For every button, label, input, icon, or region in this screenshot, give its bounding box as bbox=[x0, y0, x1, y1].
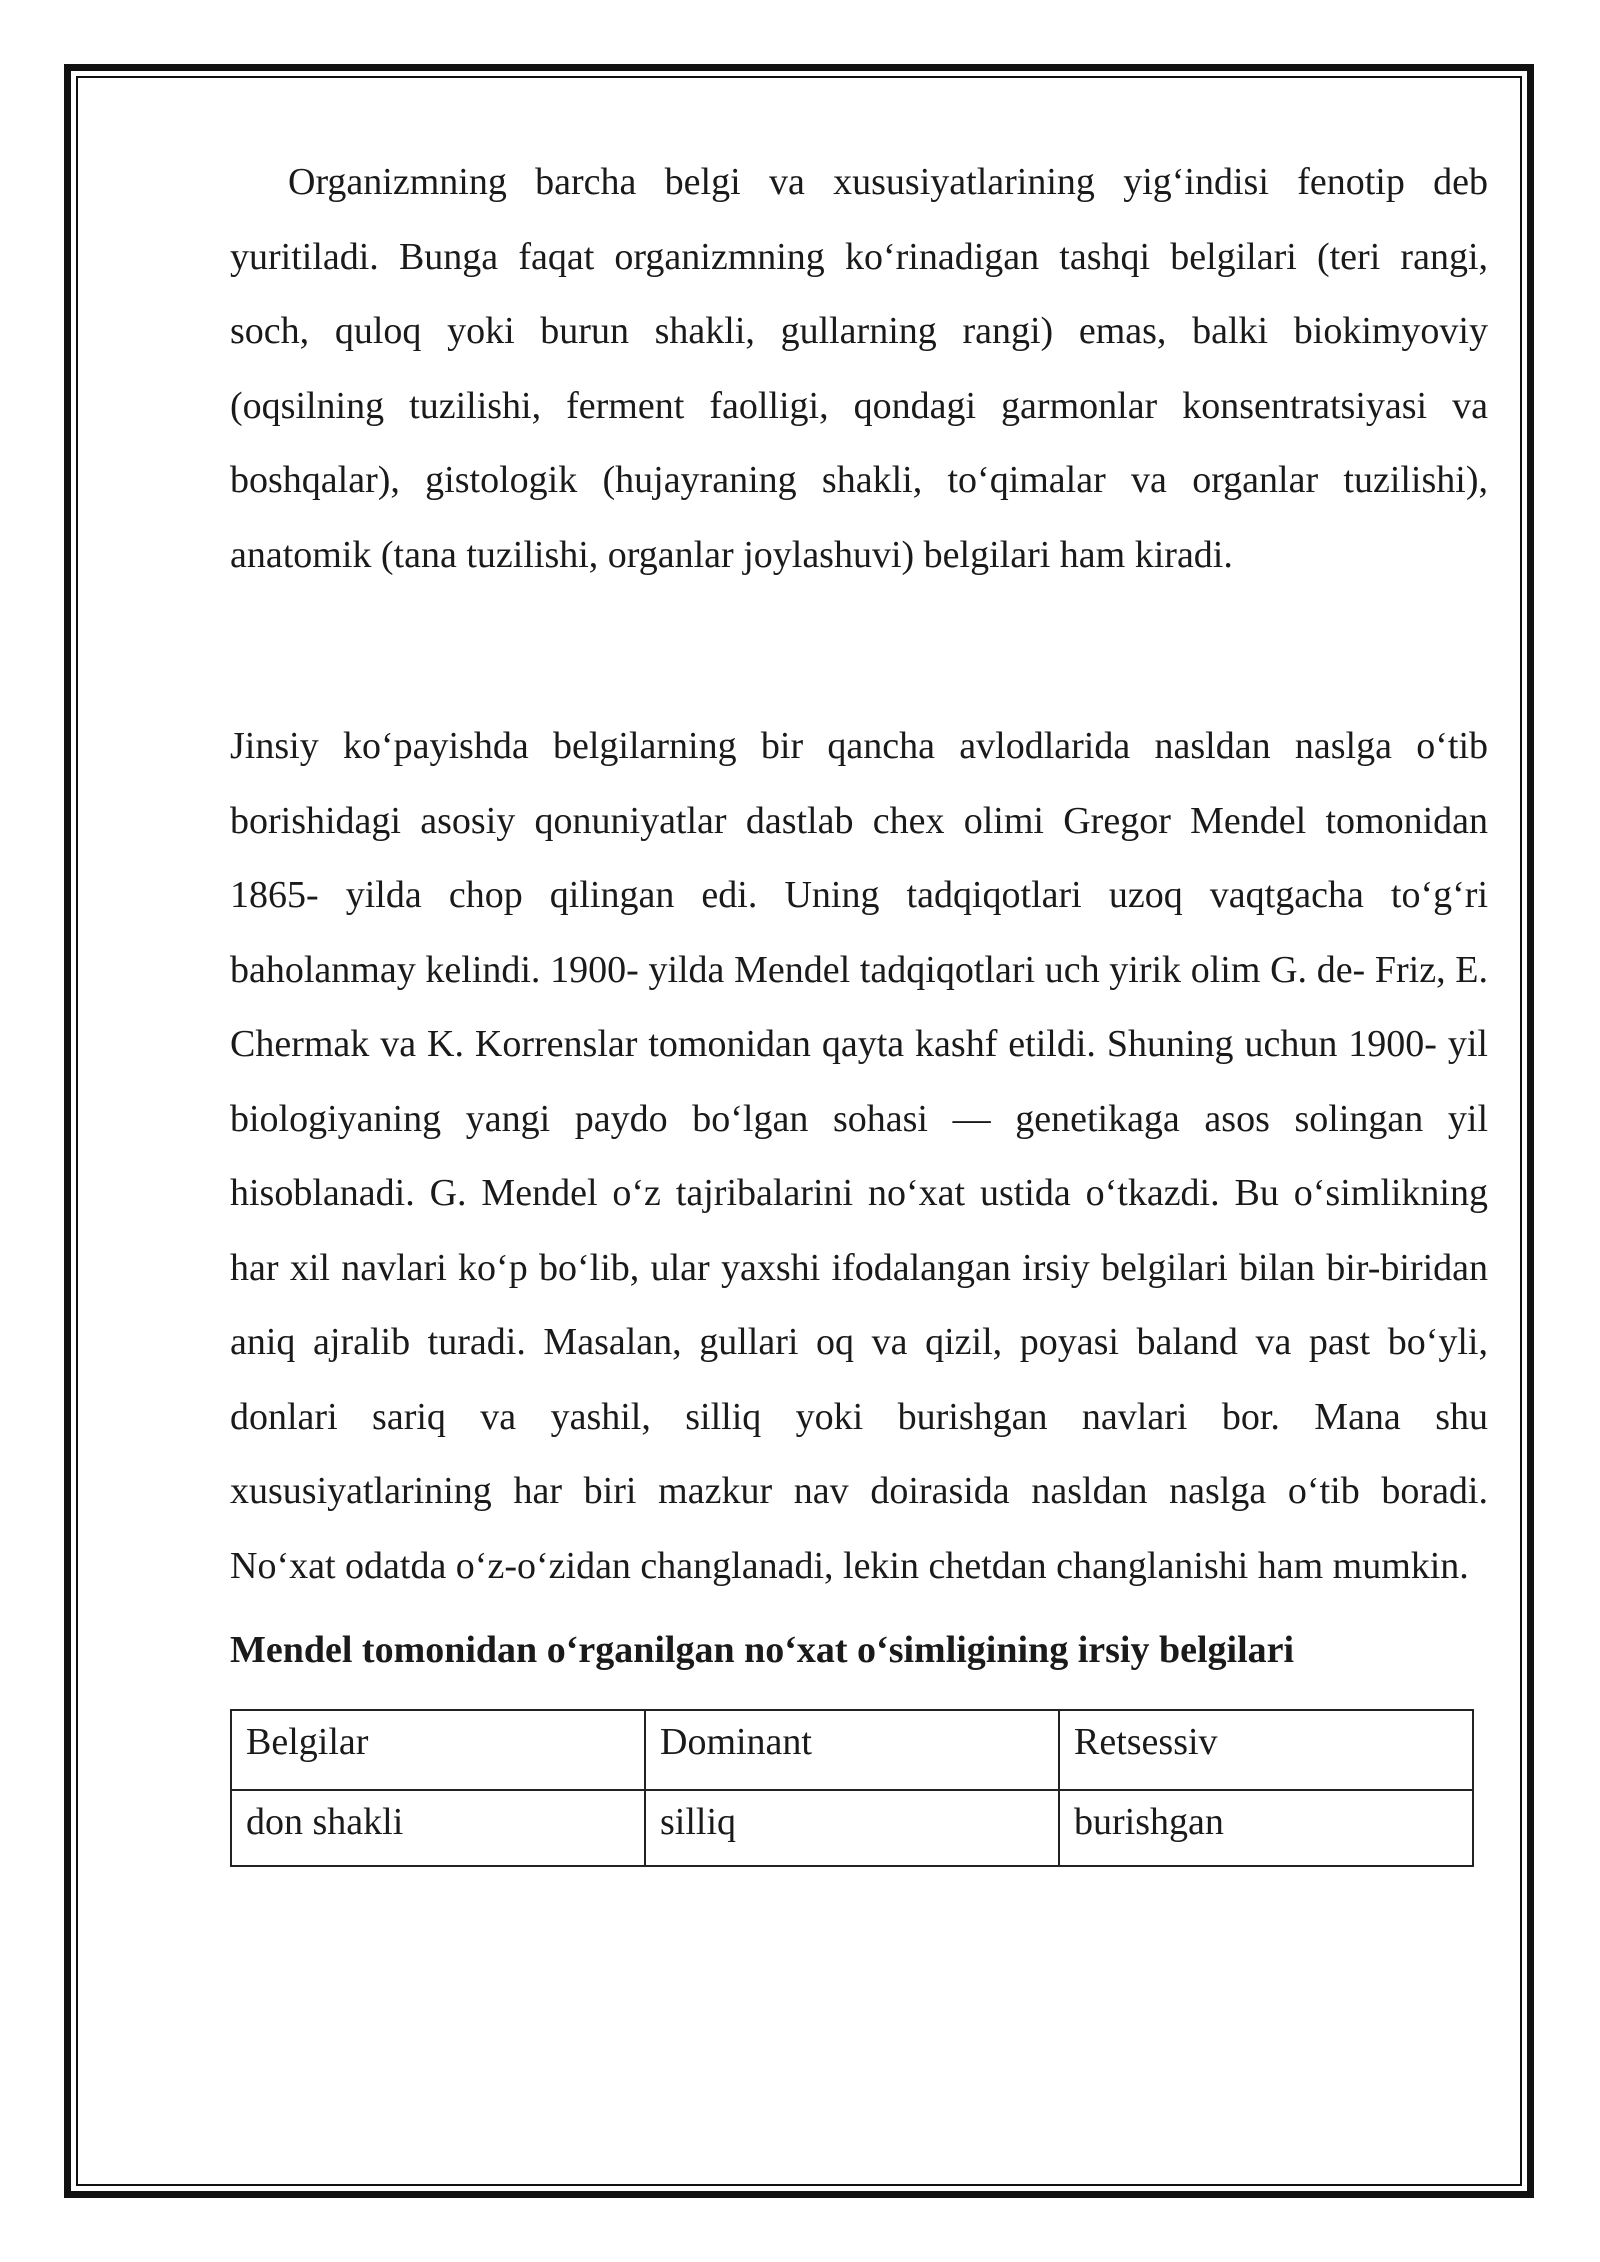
table-header-cell: Dominant bbox=[645, 1710, 1059, 1790]
paragraph-phenotype: Organizmning barcha belgi va xususiyatlarining yig‘indisi fenotip deb yuritiladi. Bunga faqat organizmning ko‘rinadigan tashqi belgilari (teri rangi, soch, quloq yoki burun shakli, gullarning rangi) emas, balki biokimyoviy (oqsilning tuzilishi, ferment faolligi, qondagi garmonlar konsentratsiyasi va boshqalar), gistologik (hujayraning shakli, to‘qimalar va organlar tuzilishi), anatomik (tana tuzilishi, organlar joylashuvi) belgilari ham kiradi. bbox=[230, 161, 1488, 576]
table-header-cell: Retsessiv bbox=[1059, 1710, 1473, 1790]
table-heading: Mendel tomonidan o‘rganilgan no‘xat o‘simligining irsiy belgilari bbox=[230, 1629, 1295, 1671]
paragraph-mendel: Jinsiy ko‘payishda belgilarning bir qancha avlodlarida nasldan naslga o‘tib borishidagi asosiy qonuniyatlar dastlab chex olimi Gregor Mendel tomonidan 1865- yilda chop qilingan edi. Uning tadqiqotlari uzoq vaqtgacha to‘g‘ri baholanmay kelindi. 1900- yilda Mendel tadqiqotlari uch yirik olim G. de- Friz, E. Chermak va K. Korrenslar tomonidan qayta kashf etildi. Shuning uchun 1900- yil biologiyaning yangi paydo bo‘lgan sohasi — genetikaga asos solingan yil hisoblanadi. G. Mendel o‘z tajribalarini no‘xat ustida o‘tkazdi. Bu o‘simlikning har xil navlari ko‘p bo‘lib, ular yaxshi ifodalangan irsiy belgilari bilan bir-biridan aniq ajralib turadi. Masalan, gullari oq va qizil, poyasi baland va past bo‘yli, donlari sariq va yashil, silliq yoki burishgan navlari bor. Mana shu xususiyatlarining har biri mazkur nav doirasida nasldan naslga o‘tib boradi. No‘xat odatda o‘z-o‘zidan changlanadi, lekin chetdan changlanishi ham mumkin. bbox=[230, 725, 1488, 1587]
table-cell: silliq bbox=[645, 1790, 1059, 1866]
table-cell: burishgan bbox=[1059, 1790, 1473, 1866]
traits-table bbox=[230, 1709, 1474, 1867]
table-cell: don shakli bbox=[231, 1790, 645, 1866]
table-header-row bbox=[231, 1710, 1473, 1790]
document-body bbox=[230, 145, 1488, 1867]
table-row bbox=[231, 1790, 1473, 1866]
table-header-cell: Belgilar bbox=[231, 1710, 645, 1790]
